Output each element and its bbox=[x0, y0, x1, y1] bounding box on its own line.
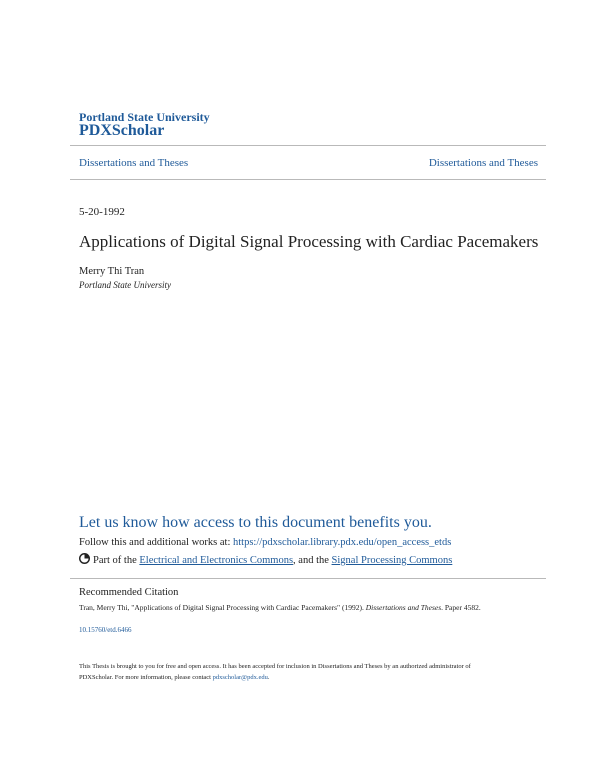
footer-line-2 bbox=[79, 672, 539, 683]
repository-name[interactable]: PDXScholar bbox=[79, 122, 165, 139]
footer-notice bbox=[79, 661, 539, 683]
collection-link-right[interactable]: Dissertations and Theses bbox=[428, 157, 538, 169]
author-affiliation: Portland State University bbox=[79, 280, 171, 290]
footer-line-2-suffix: . bbox=[267, 674, 270, 681]
citation-text bbox=[79, 603, 481, 612]
university-name: Portland State University bbox=[79, 110, 210, 124]
footer-line-2-prefix: PDXScholar. For more information, please contact bbox=[79, 674, 213, 681]
header-divider-top bbox=[70, 145, 546, 146]
citation-suffix: . Paper 4582. bbox=[441, 603, 481, 612]
electrical-commons-link[interactable]: Electrical and Electronics Commons bbox=[139, 555, 294, 566]
access-feedback-link[interactable]: Let us know how access to this document benefits you. bbox=[79, 514, 432, 531]
collection-link-left[interactable]: Dissertations and Theses bbox=[79, 157, 189, 169]
signal-processing-commons-link[interactable]: Signal Processing Commons bbox=[331, 555, 453, 566]
follow-text: Follow this and additional works at: bbox=[79, 537, 233, 548]
contact-email-link[interactable]: pdxscholar@pdx.edu bbox=[212, 674, 268, 681]
collection-url-link[interactable]: https://pdxscholar.library.pdx.edu/open_access_etds bbox=[233, 537, 452, 548]
doi-link[interactable]: 10.15760/etd.6466 bbox=[79, 626, 132, 634]
citation-heading: Recommended Citation bbox=[79, 587, 179, 598]
citation-series: Dissertations and Theses bbox=[365, 603, 442, 612]
part-of-prefix: Part of the bbox=[93, 555, 140, 566]
document-title: Applications of Digital Signal Processing with Cardiac Pacemakers bbox=[79, 232, 539, 251]
footer-line-1: This Thesis is brought to you for free and open access. It has been accepted for inclusion in Dissertations and Theses by an authorized administrator of bbox=[79, 663, 471, 670]
part-of-mid: , and the bbox=[293, 555, 332, 566]
citation-divider bbox=[70, 578, 546, 579]
publication-date: 5-20-1992 bbox=[79, 206, 125, 218]
open-access-icon bbox=[79, 553, 90, 564]
author-name: Merry Thi Tran bbox=[79, 266, 145, 277]
follow-line bbox=[79, 537, 451, 548]
part-of-line bbox=[79, 553, 452, 566]
citation-prefix: Tran, Merry Thi, "Applications of Digital Signal Processing with Cardiac Pacemakers" (1992). bbox=[79, 603, 366, 612]
header-divider-bottom bbox=[70, 179, 546, 180]
